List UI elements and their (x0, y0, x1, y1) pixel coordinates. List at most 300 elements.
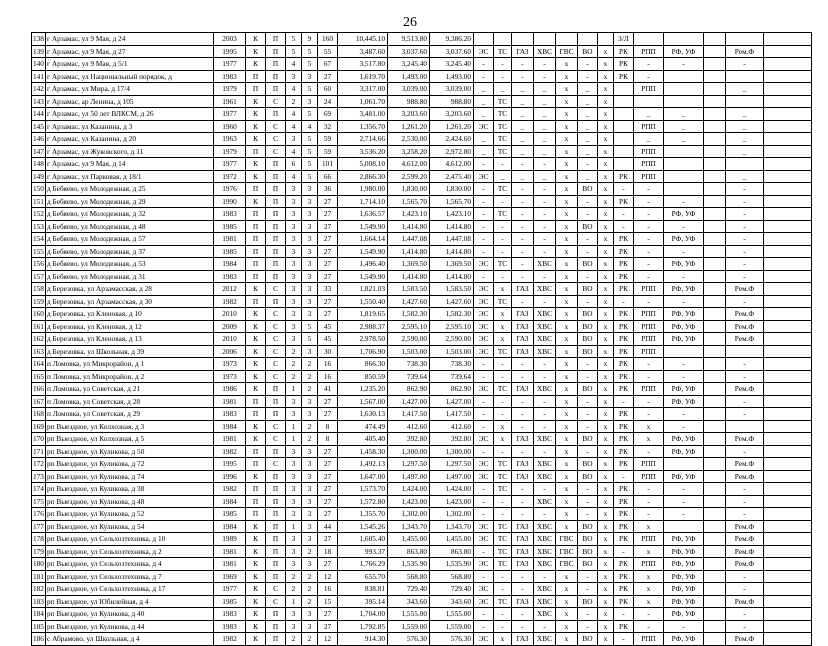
cell-repair-fund: Рем.Ф (726, 470, 764, 483)
cell-repair-fund: Рем.Ф (726, 45, 764, 58)
cell-apartments: 27 (318, 220, 338, 233)
table-row (32, 333, 812, 346)
cell-col-x: х (598, 283, 614, 296)
cell-heat-supply: х (494, 333, 512, 346)
cell-sewerage: - (578, 370, 598, 383)
cell-wall-type: П (246, 408, 266, 421)
cell-total-area: 1,605.40 (338, 533, 388, 546)
cell-row-number: 152 (33, 209, 44, 219)
cell-facade-repair (664, 520, 704, 533)
cell-col-x: х (598, 108, 614, 121)
cell-extra (704, 483, 726, 496)
cell-hot-water: х (556, 458, 578, 471)
cell-living-area: 1,424.00 (388, 483, 430, 496)
cell-build-year: 2010 (214, 333, 246, 346)
cell-hot-water: х (556, 195, 578, 208)
cell-entrances: 3 (286, 320, 302, 333)
cell-electric-supply: - (474, 220, 494, 233)
cell-gas-supply: - (512, 620, 534, 633)
cell-front-repair: - (634, 295, 664, 308)
cell-heat-supply: - (494, 245, 512, 258)
cell-sewerage: - (578, 270, 598, 283)
cell-address: рп Выездное, ул Куликова, д 50 (46, 445, 214, 458)
cell-row-number: 178 (33, 534, 44, 544)
cell-repair-fund: - (726, 508, 764, 521)
cell-repair-fund: - (726, 258, 764, 271)
cell-apartments: 36 (318, 183, 338, 196)
cell-cold-water: ХВС (534, 333, 556, 346)
cell-cold-water: ХВС (534, 520, 556, 533)
cell-facade-repair: РФ, УФ (664, 433, 704, 446)
cell-heat-supply: х (494, 433, 512, 446)
cell-hot-water: х (556, 520, 578, 533)
cell-repair-fund: - (726, 358, 764, 371)
cell-facade-repair (664, 95, 704, 108)
cell-apartments: 16 (318, 583, 338, 596)
table-row (32, 370, 812, 383)
table-row (32, 620, 812, 633)
cell-slab-type: С (266, 320, 286, 333)
cell-facade-repair: РФ, УФ (664, 545, 704, 558)
cell-residential-area: 1,414.80 (430, 245, 474, 258)
cell-hot-water: ГВС (556, 558, 578, 571)
cell-gas-supply: - (512, 370, 534, 383)
cell-repair-fund: - (726, 183, 764, 196)
cell-roof-repair: РК (614, 583, 634, 596)
cell-slab-type: П (266, 258, 286, 271)
cell-electric-supply: ЭС (474, 283, 494, 296)
cell-residential-area: 1,300.00 (430, 445, 474, 458)
cell-slab-type: П (266, 45, 286, 58)
cell-total-area: 914.30 (338, 633, 388, 646)
cell-front-repair (634, 95, 664, 108)
cell-extra (704, 308, 726, 321)
cell-total-area: 1,355.70 (338, 508, 388, 521)
cell-cold-water: - (534, 158, 556, 171)
cell-wall-type: П (246, 70, 266, 83)
cell-row-number: 183 (33, 596, 44, 606)
cell-notes (764, 145, 812, 158)
cell-residential-area: 2,972.80 (430, 145, 474, 158)
cell-heat-supply: ТС (494, 595, 512, 608)
cell-wall-type: К (246, 120, 266, 133)
cell-repair-fund: _ (726, 133, 764, 146)
cell-wall-type: П (246, 270, 266, 283)
cell-extra (704, 570, 726, 583)
cell-repair-fund: - (726, 233, 764, 246)
cell-cold-water: - (534, 483, 556, 496)
cell-facade-repair: - (664, 195, 704, 208)
cell-electric-supply: - (474, 395, 494, 408)
cell-total-area: 1,766.29 (338, 558, 388, 571)
cell-front-repair: х (634, 420, 664, 433)
cell-notes (764, 283, 812, 296)
cell-row-number: 170 (33, 434, 44, 444)
cell-living-area: 1,297.50 (388, 458, 430, 471)
cell-total-area: 1,819.65 (338, 308, 388, 321)
cell-sewerage: - (578, 395, 598, 408)
cell-total-area: 3,536.20 (338, 145, 388, 158)
cell-gas-supply: ГАЗ (512, 470, 534, 483)
cell-build-year: 1995 (214, 458, 246, 471)
cell-address: д Березовка, ул Арзамасская, д 28 (46, 283, 214, 296)
cell-heat-supply: - (494, 608, 512, 621)
cell-facade-repair: - (664, 408, 704, 421)
cell-apartments: 101 (318, 158, 338, 171)
cell-residential-area: 3,203.60 (430, 108, 474, 121)
cell-facade-repair: РФ, УФ (664, 395, 704, 408)
cell-total-area: 1,061.70 (338, 95, 388, 108)
cell-hot-water: х (556, 283, 578, 296)
cell-address: рп Выездное, ул Сельхозтехника, д 2 (46, 545, 214, 558)
cell-cold-water: - (534, 620, 556, 633)
cell-notes (764, 195, 812, 208)
cell-electric-supply: - (474, 620, 494, 633)
cell-hot-water: х (556, 158, 578, 171)
cell-row-number: 149 (33, 171, 44, 181)
cell-build-year: 1996 (214, 470, 246, 483)
cell-notes (764, 583, 812, 596)
cell-hot-water: х (556, 208, 578, 221)
cell-hot-water: х (556, 320, 578, 333)
table-row (32, 133, 812, 146)
cell-gas-supply: - (512, 508, 534, 521)
cell-electric-supply: _ (474, 108, 494, 121)
cell-build-year: 1979 (214, 83, 246, 96)
cell-roof-repair: РК (614, 620, 634, 633)
table-row (32, 395, 812, 408)
cell-facade-repair (664, 70, 704, 83)
cell-slab-type: П (266, 483, 286, 496)
cell-entrances: 3 (286, 620, 302, 633)
cell-living-area: 1,830.00 (388, 183, 430, 196)
cell-gas-supply: - (512, 570, 534, 583)
cell-entrances: 6 (286, 158, 302, 171)
cell-total-area: 1,545.26 (338, 520, 388, 533)
cell-roof-repair: РК (614, 45, 634, 58)
cell-roof-repair: РК (614, 170, 634, 183)
cell-address: д Бебяево, ул Молодежная, д 29 (46, 195, 214, 208)
cell-repair-fund: - (726, 445, 764, 458)
cell-front-repair: РПП (634, 383, 664, 396)
cell-gas-supply: - (512, 483, 534, 496)
cell-cold-water: - (534, 508, 556, 521)
cell-extra (704, 408, 726, 421)
cell-slab-type: П (266, 108, 286, 121)
cell-address: рп Выездное, ул Куликова, д 72 (46, 458, 214, 471)
cell-extra (704, 295, 726, 308)
cell-wall-type: К (246, 45, 266, 58)
cell-cold-water: ХВС (534, 345, 556, 358)
cell-address: г Арзамас, ул Казанина, д 3 (46, 120, 214, 133)
cell-build-year: 1979 (214, 145, 246, 158)
cell-wall-type: К (246, 158, 266, 171)
cell-col-x: х (598, 458, 614, 471)
cell-floors: 5 (302, 83, 318, 96)
cell-residential-area: 1,493.00 (430, 70, 474, 83)
cell-address: рп Выездное, ул Сельхозтехника, д 10 (46, 533, 214, 546)
cell-repair-fund (726, 345, 764, 358)
cell-wall-type: К (246, 58, 266, 71)
cell-cold-water: _ (534, 170, 556, 183)
cell-entrances: 5 (286, 33, 302, 46)
cell-notes (764, 83, 812, 96)
cell-cold-water: ХВС (534, 283, 556, 296)
cell-slab-type: С (266, 345, 286, 358)
cell-row-number: 162 (33, 334, 44, 344)
cell-sewerage: ВО (578, 533, 598, 546)
cell-slab-type: П (266, 195, 286, 208)
cell-notes (764, 420, 812, 433)
cell-wall-type: К (246, 383, 266, 396)
cell-entrances: 3 (286, 295, 302, 308)
cell-electric-supply: ЭС (474, 45, 494, 58)
cell-extra (704, 620, 726, 633)
cell-apartments: 45 (318, 320, 338, 333)
cell-repair-fund: - (726, 208, 764, 221)
cell-build-year: 1981 (214, 545, 246, 558)
cell-heat-supply: - (494, 583, 512, 596)
cell-living-area: 4,612.00 (388, 158, 430, 171)
cell-gas-supply: ГАЗ (512, 433, 534, 446)
cell-roof-repair: РК (614, 308, 634, 321)
cell-front-repair: РПП (634, 533, 664, 546)
cell-floors: 2 (302, 370, 318, 383)
cell-heat-supply: ТС (494, 345, 512, 358)
cell-slab-type: П (266, 170, 286, 183)
cell-hot-water: х (556, 433, 578, 446)
cell-roof-repair: - (614, 208, 634, 221)
cell-total-area: 1,235.20 (338, 383, 388, 396)
cell-electric-supply: - (474, 445, 494, 458)
cell-heat-supply: ТС (494, 558, 512, 571)
cell-hot-water: х (556, 58, 578, 71)
cell-heat-supply: ТС (494, 545, 512, 558)
cell-repair-fund: - (726, 370, 764, 383)
cell-sewerage: ВО (578, 283, 598, 296)
cell-cold-water: - (534, 270, 556, 283)
cell-residential-area: 9,386.20 (430, 33, 474, 46)
cell-col-x: х (598, 158, 614, 171)
cell-gas-supply: - (512, 183, 534, 196)
cell-col-x: х (598, 358, 614, 371)
cell-roof-repair: РК (614, 233, 634, 246)
cell-roof-repair: РК (614, 558, 634, 571)
cell-heat-supply: ТС (494, 470, 512, 483)
cell-slab-type: С (266, 120, 286, 133)
cell-slab-type: С (266, 420, 286, 433)
cell-heat-supply: - (494, 58, 512, 71)
cell-floors: 5 (302, 145, 318, 158)
cell-total-area: 3,317.00 (338, 83, 388, 96)
cell-notes (764, 133, 812, 146)
cell-front-repair: РПП (634, 83, 664, 96)
cell-row-number: 146 (33, 134, 44, 144)
cell-floors: 5 (302, 45, 318, 58)
cell-wall-type: К (246, 195, 266, 208)
cell-apartments: 27 (318, 508, 338, 521)
cell-cold-water: - (534, 395, 556, 408)
cell-living-area: 343.60 (388, 595, 430, 608)
cell-cold-water: _ (534, 120, 556, 133)
cell-extra (704, 333, 726, 346)
cell-cold-water (534, 33, 556, 46)
cell-residential-area: 1,297.50 (430, 458, 474, 471)
cell-wall-type: К (246, 533, 266, 546)
cell-facade-repair: РФ, УФ (664, 445, 704, 458)
cell-living-area: 576.30 (388, 633, 430, 646)
cell-floors: 3 (302, 233, 318, 246)
cell-electric-supply: _ (474, 145, 494, 158)
cell-apartments: 27 (318, 270, 338, 283)
cell-notes (764, 170, 812, 183)
cell-residential-area: 1,414.80 (430, 270, 474, 283)
cell-roof-repair: РК (614, 520, 634, 533)
cell-residential-area: 576.30 (430, 633, 474, 646)
cell-cold-water: ХВС (534, 533, 556, 546)
cell-facade-repair (664, 183, 704, 196)
cell-living-area: 738.30 (388, 358, 430, 371)
cell-repair-fund: Рем.Ф (726, 545, 764, 558)
cell-hot-water: х (556, 583, 578, 596)
cell-gas-supply: ГАЗ (512, 595, 534, 608)
cell-hot-water: х (556, 345, 578, 358)
cell-residential-area: 3,037.60 (430, 45, 474, 58)
cell-floors: 4 (302, 120, 318, 133)
cell-apartments: 27 (318, 395, 338, 408)
cell-col-x: х (598, 345, 614, 358)
cell-residential-area: 1,423.00 (430, 495, 474, 508)
table-row (32, 183, 812, 196)
cell-entrances: 3 (286, 308, 302, 321)
cell-cold-water: - (534, 208, 556, 221)
cell-front-repair: - (634, 620, 664, 633)
cell-col-x: х (598, 133, 614, 146)
cell-residential-area: 1,565.70 (430, 195, 474, 208)
cell-apartments: 8 (318, 420, 338, 433)
cell-apartments: 59 (318, 133, 338, 146)
cell-wall-type: К (246, 570, 266, 583)
cell-residential-area: 412.60 (430, 420, 474, 433)
cell-wall-type: К (246, 345, 266, 358)
cell-residential-area: 1,503.00 (430, 345, 474, 358)
cell-apartments: 27 (318, 195, 338, 208)
cell-notes (764, 508, 812, 521)
cell-roof-repair (614, 95, 634, 108)
cell-address: рп Выездное, ул Куликова, д 48 (46, 495, 214, 508)
cell-apartments: 27 (318, 533, 338, 546)
cell-residential-area: 568.80 (430, 570, 474, 583)
cell-floors: 5 (302, 58, 318, 71)
table-row (32, 195, 812, 208)
cell-cold-water: _ (534, 95, 556, 108)
cell-floors: 2 (302, 420, 318, 433)
cell-gas-supply: ГАЗ (512, 520, 534, 533)
cell-gas-supply: ГАЗ (512, 345, 534, 358)
cell-sewerage: - (578, 195, 598, 208)
cell-build-year: 1981 (214, 558, 246, 571)
cell-front-repair: - (634, 608, 664, 621)
cell-notes (764, 408, 812, 421)
cell-living-area: 1,414.80 (388, 270, 430, 283)
cell-row-number: 180 (33, 559, 44, 569)
cell-wall-type: К (246, 433, 266, 446)
cell-roof-repair: - (614, 633, 634, 646)
cell-residential-area: 1,582.30 (430, 308, 474, 321)
cell-cold-water: ХВС (534, 633, 556, 646)
cell-residential-area: 3,039.00 (430, 83, 474, 96)
cell-build-year: 1973 (214, 358, 246, 371)
cell-floors: 5 (302, 333, 318, 346)
cell-address: рп Выездное, ул Куликова, д 44 (46, 620, 214, 633)
cell-wall-type: К (246, 333, 266, 346)
cell-total-area: 838.81 (338, 583, 388, 596)
cell-total-area: 2,866.30 (338, 170, 388, 183)
cell-facade-repair: РФ, УФ (664, 633, 704, 646)
page-number: 26 (403, 15, 417, 30)
cell-notes (764, 333, 812, 346)
cell-hot-water: х (556, 270, 578, 283)
cell-gas-supply: ГАЗ (512, 633, 534, 646)
table-row (32, 220, 812, 233)
cell-sewerage: ВО (578, 183, 598, 196)
cell-wall-type: П (246, 83, 266, 96)
cell-floors: 3 (302, 608, 318, 621)
cell-build-year: 1972 (214, 170, 246, 183)
cell-extra (704, 358, 726, 371)
cell-row-number: 161 (33, 321, 44, 331)
cell-address: д Бебяево, ул Молодежная, д 32 (46, 208, 214, 221)
cell-roof-repair (614, 83, 634, 96)
cell-hot-water: х (556, 258, 578, 271)
cell-build-year: 1984 (214, 495, 246, 508)
cell-electric-supply: ЭС (474, 295, 494, 308)
cell-floors: 9 (302, 33, 318, 46)
cell-row-number: 173 (33, 471, 44, 481)
cell-repair-fund (726, 158, 764, 171)
cell-facade-repair (664, 158, 704, 171)
cell-col-x: х (598, 383, 614, 396)
cell-address: п Ломовка, ул Советская, д 21 (46, 383, 214, 396)
cell-roof-repair: РК (614, 245, 634, 258)
cell-build-year: 1982 (214, 483, 246, 496)
cell-build-year: 1984 (214, 420, 246, 433)
table-row (32, 445, 812, 458)
cell-extra (704, 45, 726, 58)
cell-floors: 3 (302, 270, 318, 283)
cell-notes (764, 308, 812, 321)
cell-heat-supply: ТС (494, 145, 512, 158)
cell-entrances: 4 (286, 58, 302, 71)
cell-wall-type: П (246, 258, 266, 271)
cell-electric-supply: _ (474, 83, 494, 96)
cell-col-x: х (598, 270, 614, 283)
cell-slab-type: П (266, 470, 286, 483)
cell-apartments: 33 (318, 283, 338, 296)
cell-cold-water: - (534, 445, 556, 458)
cell-address: г Арзамас, ул 9 Мая, д 27 (46, 45, 214, 58)
cell-cold-water: - (534, 195, 556, 208)
cell-slab-type: С (266, 95, 286, 108)
cell-facade-repair: _ (664, 120, 704, 133)
cell-living-area: 1,302.00 (388, 508, 430, 521)
cell-wall-type: К (246, 595, 266, 608)
table-row (32, 270, 812, 283)
cell-residential-area: 1,414.80 (430, 220, 474, 233)
cell-extra (704, 270, 726, 283)
cell-front-repair: х (634, 433, 664, 446)
cell-heat-supply: - (494, 195, 512, 208)
